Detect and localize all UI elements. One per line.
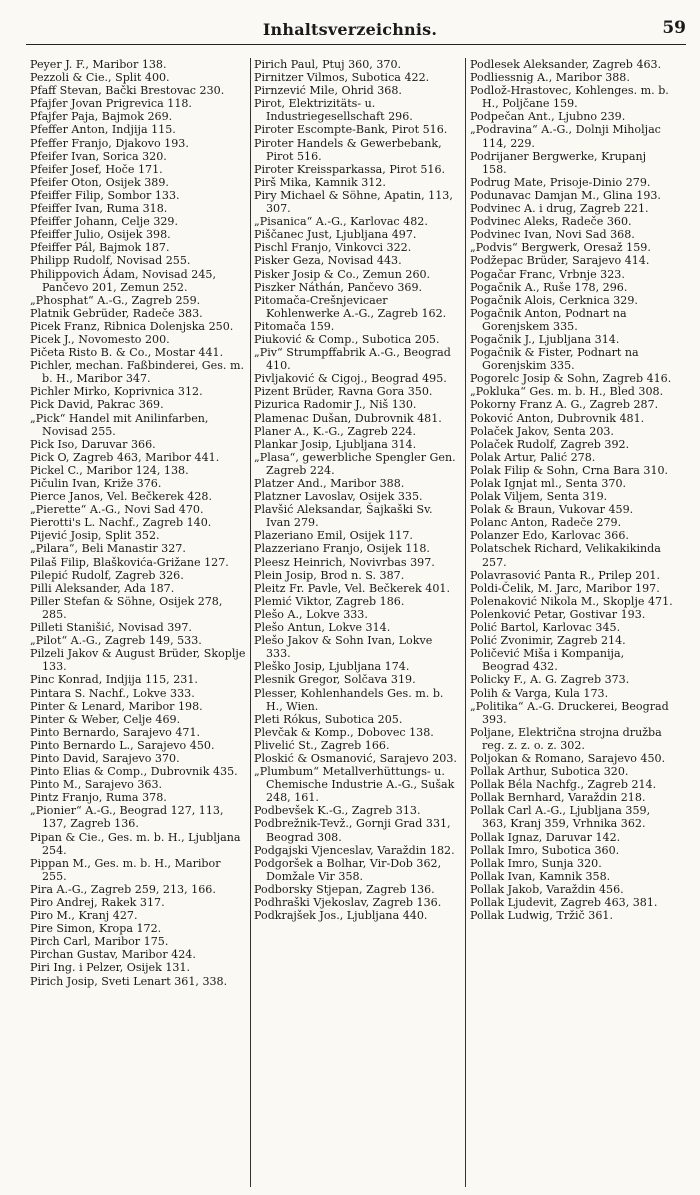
index-entry: „Pisanica“ A.-G., Karlovac 482. [254,215,428,229]
index-entry: Pinto Bernardo, Sarajevo 471. [30,725,201,739]
index-entry: Podžepac Brüder, Sarajevo 414. [470,254,650,268]
index-entry: Pierotti's L. Nachf., Zagreb 140. [30,516,212,530]
index-entry: Podlesek Aleksander, Zagreb 463. [470,58,662,71]
index-entry: Plešo Antun, Lokve 314. [254,621,391,635]
index-entry: Pick Iso, Daruvar 366. [30,437,156,451]
index-entry: Polanc Anton, Radeče 279. [470,516,622,530]
index-entry: Pire Simon, Kropa 172. [30,922,162,936]
index-entry: Pfeifer Oton, Osijek 389. [30,175,169,189]
index-entry: Pilzeli Jakov & August Brüder, Skoplje 133. [30,647,246,674]
index-entry: Pollak Imro, Subotica 360. [470,843,620,857]
index-entry: Pogačnik J., Ljubljana 314. [470,332,620,346]
index-entry: „Plumbum“ Metallverhüttungs- u. Chemische Industrie A.-G., Sušak 248, 161. [254,765,455,805]
index-entry: Podunavac Damjan M., Glina 193. [470,188,661,202]
index-entry: Polavrasović Panta R., Prilep 201. [470,568,660,582]
index-entry: Podgoršek a Bolhar, Vir-Dob 362, Domžale Vir 358. [254,856,442,883]
index-entry: Piuković & Comp., Subotica 205. [254,332,440,346]
index-entry: „Politika“ A.-G. Druckerei, Beograd 393. [470,699,669,726]
index-entry: Pipan & Cie., Ges. m. b. H., Ljubljana 254. [30,830,241,857]
index-entry: Polić Zvonimir, Zagreb 214. [470,634,626,648]
index-entry: Pfeffer Anton, Indjija 115. [30,123,176,137]
index-entry: Pollak Arthur, Subotica 320. [470,765,629,779]
index-entry: Pirchan Gustav, Maribor 424. [30,948,196,962]
index-entry: Plevčak & Komp., Dobovec 138. [254,725,434,739]
index-entry: Plesnik Gregor, Solčava 319. [254,673,416,687]
index-entry: Poličević Miša i Kompanija, Beograd 432. [470,647,625,674]
index-entry: Poković Anton, Dubrovnik 481. [470,411,645,425]
index-entry: Pogačnik Alois, Cerknica 329. [470,293,638,307]
index-entry: Ploskić & Osmanović, Sarajevo 203. [254,751,457,765]
index-entry: Pirich Josip, Sveti Lenart 361, 338. [30,974,228,988]
index-entry: Pichler Mirko, Koprivnica 312. [30,385,203,399]
index-entry: Podbrežnik-Tevž., Gornji Grad 331, Beograd 308. [254,817,451,844]
index-entry: Polanzer Edo, Karlovac 366. [470,529,629,543]
index-entry: Pisker Josip & Co., Zemun 260. [254,267,431,281]
index-entry: Pfajfer Paja, Bajmok 269. [30,110,173,124]
index-entry: Pinter & Weber, Celje 469. [30,712,181,726]
index-entry: Poljokan & Romano, Sarajevo 450. [470,751,666,765]
index-entry: Pirch Carl, Maribor 175. [30,935,169,949]
index-entry: Pogačnik Anton, Podnart na Gorenjskem 335. [470,306,627,333]
index-entry: Pfajfer Jovan Prigrevica 118. [30,97,192,111]
index-entry: Pintz Franjo, Ruma 378. [30,791,167,805]
index-entry: Plavšić Aleksandar, Šajkaški Sv. Ivan 279. [254,503,433,530]
index-entry: Philippovich Ádam, Novisad 245, Pančevo 201, Zemun 252. [30,267,216,294]
index-entry: Pinto M., Sarajevo 363. [30,778,163,792]
index-entry: Piller Stefan & Söhne, Osijek 278, 285. [30,594,223,621]
index-entry: Pokorny Franz A. G., Zagreb 287. [470,398,659,412]
index-entry: Pilleti Stanišić, Novisad 397. [30,621,192,635]
index-entry: Pintara S. Nachf., Lokve 333. [30,686,195,700]
index-entry: Polić Bartol, Karlovac 345. [470,621,621,635]
index-entry: Polak Filip & Sohn, Crna Bara 310. [470,463,669,477]
index-entry: Pollak Béla Nachfg., Zagreb 214. [470,778,657,792]
index-entry: Podpečan Ant., Ljubno 239. [470,110,626,124]
index-entry: Pizurica Radomir J., Niš 130. [254,398,417,412]
index-entry: Pirnitzer Vilmos, Subotica 422. [254,71,430,85]
index-entry: Pickel C., Maribor 124, 138. [30,463,189,477]
index-column-2 [254,58,460,1191]
index-entry: Plazeriano Emil, Osijek 117. [254,529,413,543]
index-entry: Polak & Braun, Vukovar 459. [470,503,634,517]
index-entry: Polak Viljem, Senta 319. [470,490,608,504]
index-entry: Podvinec Ivan, Novi Sad 368. [470,228,635,242]
index-entry: Pitomača-Crešnjevicaer Kohlenwerke A.-G., Zagreb 162. [254,293,447,320]
index-entry: Podborsky Stjepan, Zagreb 136. [254,882,435,896]
index-entry: Pleško Josip, Ljubljana 174. [254,660,410,674]
index-entry: Pleti Rókus, Subotica 205. [254,712,403,726]
index-entry: „Pionier“ A.-G., Beograd 127, 113, 137, Zagreb 136. [30,804,224,831]
index-entry: Polak Artur, Palić 278. [470,450,596,464]
index-entry: Podvinec Aleks, Radeče 360. [470,215,632,229]
index-entry: Pollak Carl A.-G., Ljubljana 359, 363, Kranj 359, Vrhnika 362. [470,804,651,831]
index-entry: Pollak Jakob, Varaždin 456. [470,882,624,896]
index-entry: Pogorelc Josip & Sohn, Zagreb 416. [470,372,672,386]
index-entry: Pinto Bernardo L., Sarajevo 450. [30,738,215,752]
index-entry: Piščanec Just, Ljubljana 497. [254,228,417,242]
index-entry: Pirot, Elektrizitäts- u. Industriegesellschaft 296. [254,97,413,124]
index-entry: Peyer J. F., Maribor 138. [30,58,167,71]
index-entry: Piroter Escompte-Bank, Pirot 516. [254,123,448,137]
index-entry: „Podravina“ A.-G., Dolnji Miholjac 114, 229. [470,123,661,150]
index-entry: Pfeiffer Julio, Osijek 398. [30,228,171,242]
index-entry: Podkrajšek Jos., Ljubljana 440. [254,909,428,923]
index-entry: Podgajski Vjenceslav, Varaždin 182. [254,843,455,857]
page-header [0,14,700,48]
index-entry: Planer A., K.-G., Zagreb 224. [254,424,416,438]
index-entry: Policky F., A. G. Zagreb 373. [470,673,630,687]
index-entry: Polenković Petar, Gostivar 193. [470,607,646,621]
index-entry: Pilaš Filip, Blaškovića-Grižane 127. [30,555,229,569]
index-entry: Pinto Elias & Comp., Dubrovnik 435. [30,765,238,779]
index-entry: Pollak Bernhard, Varaždin 218. [470,791,646,805]
index-entry: Pisker Geza, Novisad 443. [254,254,402,268]
column-divider [465,58,466,1187]
index-entry: „Phosphat“ A.-G., Zagreb 259. [30,293,201,307]
index-entry: Pilepić Rudolf, Zagreb 326. [30,568,184,582]
index-entry: „Pilot“ A.-G., Zagreb 149, 533. [30,634,202,648]
index-entry: Polaček Jakov, Senta 203. [470,424,614,438]
index-entry: Pogačnik A., Ruše 178, 296. [470,280,628,294]
header-rule [26,44,686,45]
index-entry: Pichler, mechan. Faßbinderei, Ges. m. b. H., Maribor 347. [30,359,244,386]
index-entry: Plešo A., Lokve 333. [254,607,368,621]
index-entry: Pfeffer Franjo, Djakovo 193. [30,136,189,150]
index-entry: Pitomača 159. [254,319,335,333]
index-entry: Pippan M., Ges. m. b. H., Maribor 255. [30,856,221,883]
index-entry: „Piv“ Strumpffabrik A.-G., Beograd 410. [254,346,451,373]
index-entry: Plein Josip, Brod n. S. 387. [254,568,405,582]
column-divider [250,58,251,1187]
page-title: Inhaltsverzeichnis. [262,20,438,39]
index-entry: Piro Andrej, Rakek 317. [30,896,165,909]
index-entry: Platzner Lavoslav, Osijek 335. [254,490,423,504]
index-entry: Plankar Josip, Ljubljana 314. [254,437,417,451]
index-entry: „Plasa“, gewerbliche Spengler Gen. Zagreb 224. [254,450,456,477]
index-entry: Philipp Rudolf, Novisad 255. [30,254,191,268]
index-entry: Pollak Ludwig, Tržič 361. [470,909,613,923]
index-entry: Pirich Paul, Ptuj 360, 370. [254,58,402,71]
index-entry: Piroter Handels & Gewerbebank, Pirot 516. [254,136,442,163]
index-entry: Pischl Franjo, Vinkovci 322. [254,241,412,255]
index-entry: Pfeifer Josef, Hoče 171. [30,162,163,176]
index-entry: Picek J., Novomesto 200. [30,332,170,346]
index-entry: Pivljaković & Cigoj., Beograd 495. [254,372,447,386]
index-entry: Pizent Brüder, Ravna Gora 350. [254,385,433,399]
index-entry: Pirš Mika, Kamnik 312. [254,175,386,189]
index-entry: Pfeiffer Filip, Sombor 133. [30,188,180,202]
index-entry: „Podvis“ Bergwerk, Oresaž 159. [470,241,651,255]
index-entry: Piri Ing. i Pelzer, Osijek 131. [30,961,191,975]
index-entry: Pollak Ivan, Kamnik 358. [470,869,611,883]
index-entry: Polenaković Nikola M., Skoplje 471. [470,594,673,608]
index-entry: Podlož-Hrastovec, Kohlenges. m. b. H., Poljčane 159. [470,84,669,111]
index-entry: Pleesz Heinrich, Novivrbas 397. [254,555,435,569]
index-entry: Plešo Jakov & Sohn Ivan, Lokve 333. [254,634,433,661]
index-entry: Plemić Viktor, Zagreb 186. [254,594,405,608]
index-entry: Pinter & Lenard, Maribor 198. [30,699,203,713]
index-entry: „Pick“ Handel mit Anilinfarben, Novisad 255. [30,411,209,438]
index-entry: Pfeiffer Pál, Bajmok 187. [30,241,170,255]
index-entry: Podliessnig A., Maribor 388. [470,71,630,85]
index-entry: Pogačar Franc, Vrbnje 323. [470,267,625,281]
index-entry: „Pierette“ A.-G., Novi Sad 470. [30,503,204,517]
index-entry: Pollak Imro, Sunja 320. [470,856,602,870]
index-entry: Polak Ignjat ml., Senta 370. [470,477,627,490]
index-entry: Pierce Janos, Vel. Bečkerek 428. [30,490,213,504]
index-entry: Pfeiffer Ivan, Ruma 318. [30,202,168,216]
index-entry: Pleitz Fr. Pavle, Vel. Bečkerek 401. [254,581,450,595]
index-entry: Piszker Náthán, Pančevo 369. [254,280,423,294]
index-entry: Plamenac Dušan, Dubrovnik 481. [254,411,442,425]
index-entry: Poljane, Električna strojna družba reg. z. z. o. z. 302. [470,725,662,752]
index-entry: Podhraški Vjekoslav, Zagreb 136. [254,896,442,909]
index-entry: Pičulin Ivan, Križe 376. [30,477,162,490]
index-entry: Pick O, Zagreb 463, Maribor 441. [30,450,220,464]
index-entry: Platzer And., Maribor 388. [254,477,405,490]
index-entry: Pollak Ljudevit, Zagreb 463, 381. [470,896,658,909]
index-entry: Pičeta Risto B. & Co., Mostar 441. [30,346,224,360]
index-entry: „Pilara“, Beli Manastir 327. [30,542,186,556]
index-entry: Pezzoli & Cie., Split 400. [30,71,170,85]
index-entry: Poldi-Čelik, M. Jarc, Maribor 197. [470,581,660,595]
index-entry: Pfaff Stevan, Bački Brestovac 230. [30,84,225,98]
index-entry: Polatschek Richard, Velikakikinda 257. [470,542,661,569]
index-entry: Piry Michael & Söhne, Apatin, 113, 307. [254,188,453,216]
index-entry: Pinto David, Sarajevo 370. [30,751,180,765]
index-entry: Polih & Varga, Kula 173. [470,686,609,700]
index-entry: Platnik Gebrüder, Radeče 383. [30,306,203,320]
index-entry: Plazzeriano Franjo, Osijek 118. [254,542,430,556]
index-entry: Plivelić St., Zagreb 166. [254,738,390,752]
index-entry: Podrug Mate, Prisoje-Dinio 279. [470,175,651,189]
index-entry: Pfeiffer Johann, Celje 329. [30,215,179,229]
index-entry: Pfeifer Ivan, Sorica 320. [30,149,167,163]
index-entry: Piroter Kreissparkassa, Pirot 516. [254,162,446,176]
index-entry: Plesser, Kohlenhandels Ges. m. b. H., Wien. [254,686,444,713]
index-entry: Pick David, Pakrac 369. [30,398,164,412]
index-column-3 [470,58,674,1191]
index-entry: Pogačnik & Fister, Podnart na Gorenjskim 335. [470,346,639,373]
index-entry: Podbevšek K.-G., Zagreb 313. [254,804,421,818]
index-entry: Piro M., Kranj 427. [30,909,138,923]
index-entry: Pilli Aleksander, Ada 187. [30,581,175,595]
page-number: 59 [662,18,686,38]
index-entry: „Pokluka“ Ges. m. b. H., Bled 308. [470,385,664,399]
index-entry: Pirnzević Mile, Ohrid 368. [254,84,402,98]
index-entry: Podvinec A. i drug, Zagreb 221. [470,202,649,216]
index-entry: Pinc Konrad, Indjija 115, 231. [30,673,198,687]
index-entry: Pollak Ignaz, Daruvar 142. [470,830,621,844]
index-entry: Picek Franz, Ribnica Dolenjska 250. [30,319,234,333]
index-entry: Podrijaner Bergwerke, Krupanj 158. [470,149,647,176]
index-entry: Pijević Josip, Split 352. [30,529,160,543]
index-entry: Pira A.-G., Zagreb 259, 213, 166. [30,882,216,896]
index-entry: Polaček Rudolf, Zagreb 392. [470,437,630,451]
index-column-1 [30,58,248,1191]
